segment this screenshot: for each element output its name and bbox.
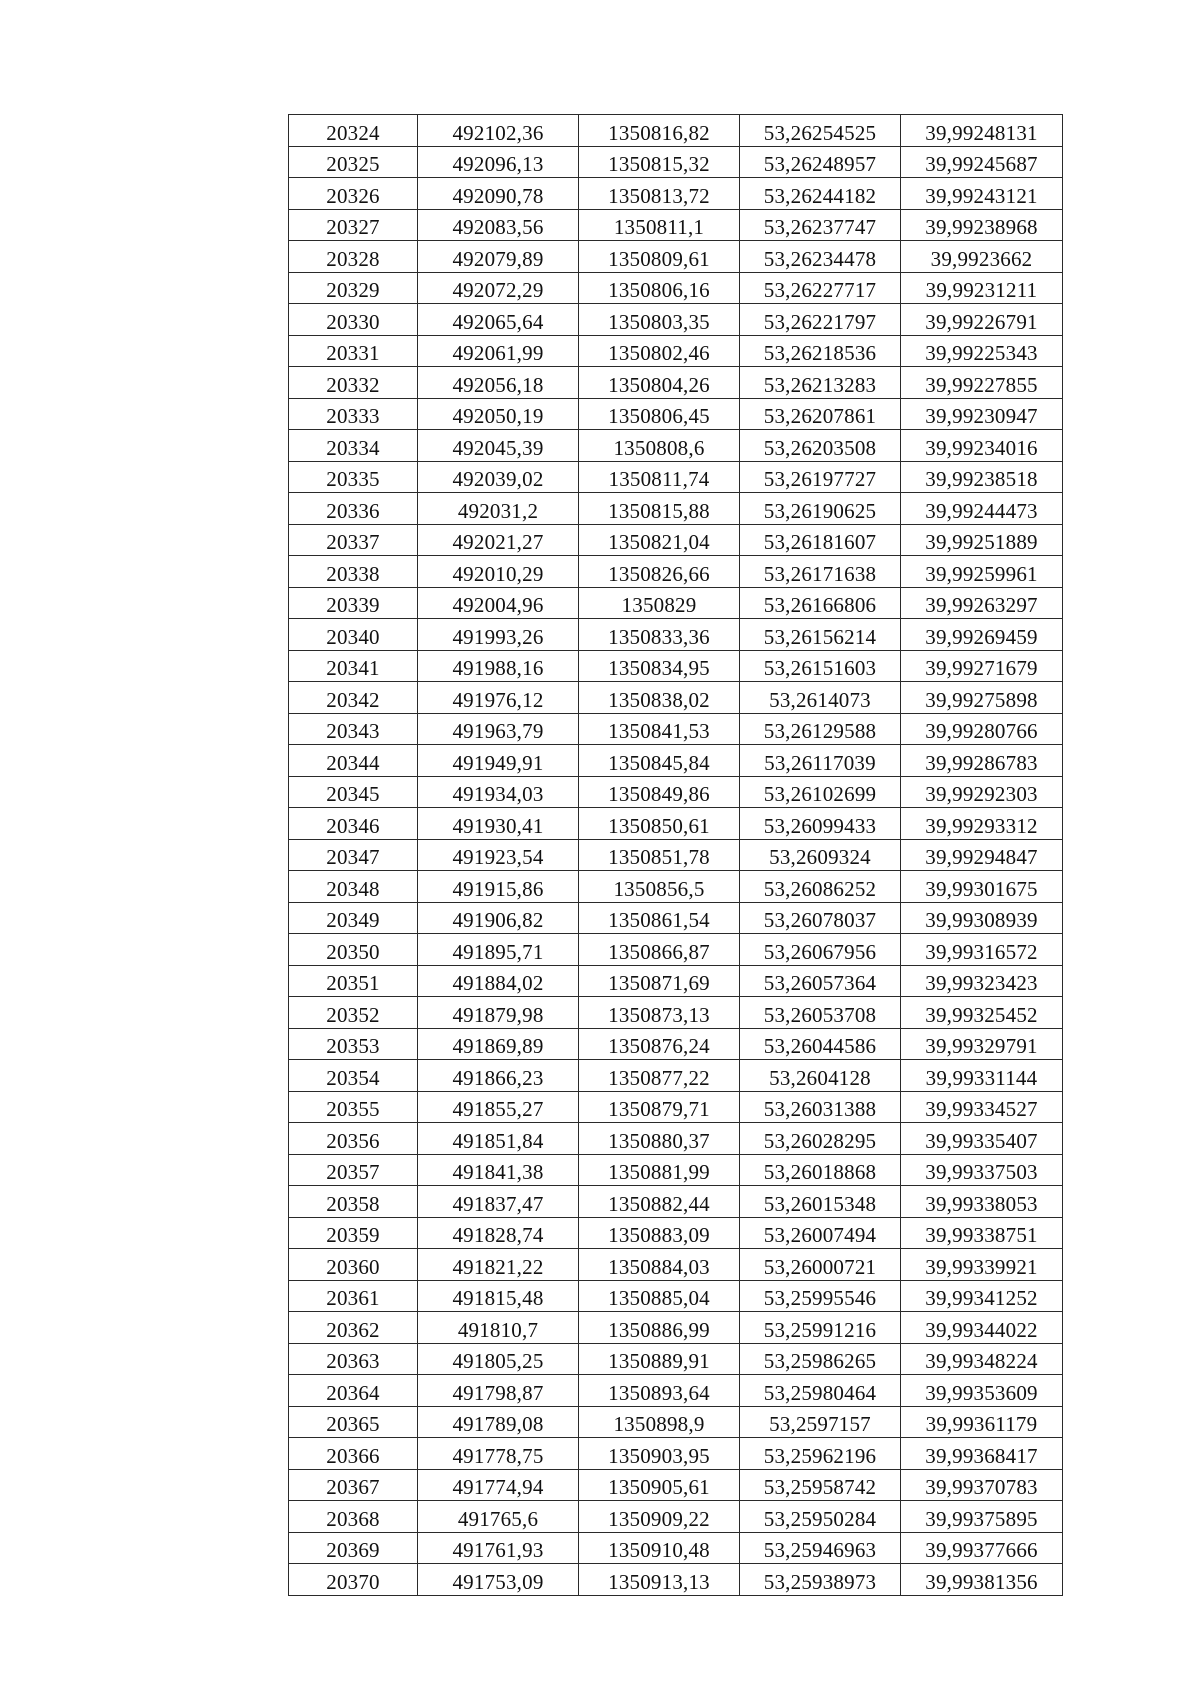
y-coordinate-cell: 1350811,74 <box>579 461 740 493</box>
longitude-cell: 39,99238968 <box>901 209 1063 241</box>
latitude-cell: 53,25991216 <box>740 1312 901 1344</box>
table-row <box>289 934 1063 966</box>
point-number-cell: 20325 <box>289 146 418 178</box>
point-number-cell: 20365 <box>289 1406 418 1438</box>
point-number-cell: 20369 <box>289 1532 418 1564</box>
latitude-cell: 53,26171638 <box>740 556 901 588</box>
point-number-cell: 20340 <box>289 619 418 651</box>
point-number-cell: 20335 <box>289 461 418 493</box>
point-number-cell: 20343 <box>289 713 418 745</box>
x-coordinate-cell: 492061,99 <box>418 335 579 367</box>
table-row <box>289 146 1063 178</box>
x-coordinate-cell: 491810,7 <box>418 1312 579 1344</box>
x-coordinate-cell: 491761,93 <box>418 1532 579 1564</box>
coordinates-table <box>288 114 1063 1596</box>
x-coordinate-cell: 491789,08 <box>418 1406 579 1438</box>
y-coordinate-cell: 1350886,99 <box>579 1312 740 1344</box>
point-number-cell: 20363 <box>289 1343 418 1375</box>
table-row <box>289 650 1063 682</box>
x-coordinate-cell: 492102,36 <box>418 115 579 147</box>
x-coordinate-cell: 491778,75 <box>418 1438 579 1470</box>
y-coordinate-cell: 1350881,99 <box>579 1154 740 1186</box>
longitude-cell: 39,99286783 <box>901 745 1063 777</box>
longitude-cell: 39,99381356 <box>901 1564 1063 1596</box>
y-coordinate-cell: 1350909,22 <box>579 1501 740 1533</box>
y-coordinate-cell: 1350851,78 <box>579 839 740 871</box>
table-row <box>289 241 1063 273</box>
y-coordinate-cell: 1350806,16 <box>579 272 740 304</box>
longitude-cell: 39,99308939 <box>901 902 1063 934</box>
latitude-cell: 53,26227717 <box>740 272 901 304</box>
longitude-cell: 39,99271679 <box>901 650 1063 682</box>
x-coordinate-cell: 491765,6 <box>418 1501 579 1533</box>
table-row <box>289 335 1063 367</box>
latitude-cell: 53,25938973 <box>740 1564 901 1596</box>
table-row <box>289 209 1063 241</box>
table-row <box>289 619 1063 651</box>
x-coordinate-cell: 491821,22 <box>418 1249 579 1281</box>
table-row <box>289 776 1063 808</box>
table-row <box>289 493 1063 525</box>
x-coordinate-cell: 492072,29 <box>418 272 579 304</box>
table-row <box>289 1154 1063 1186</box>
point-number-cell: 20337 <box>289 524 418 556</box>
x-coordinate-cell: 491841,38 <box>418 1154 579 1186</box>
y-coordinate-cell: 1350806,45 <box>579 398 740 430</box>
longitude-cell: 39,99248131 <box>901 115 1063 147</box>
table-row <box>289 304 1063 336</box>
latitude-cell: 53,26234478 <box>740 241 901 273</box>
latitude-cell: 53,26078037 <box>740 902 901 934</box>
latitude-cell: 53,26015348 <box>740 1186 901 1218</box>
y-coordinate-cell: 1350882,44 <box>579 1186 740 1218</box>
y-coordinate-cell: 1350821,04 <box>579 524 740 556</box>
table-row <box>289 1438 1063 1470</box>
longitude-cell: 39,99341252 <box>901 1280 1063 1312</box>
table-row <box>289 1217 1063 1249</box>
latitude-cell: 53,26129588 <box>740 713 901 745</box>
latitude-cell: 53,26151603 <box>740 650 901 682</box>
x-coordinate-cell: 492096,13 <box>418 146 579 178</box>
latitude-cell: 53,26000721 <box>740 1249 901 1281</box>
x-coordinate-cell: 492056,18 <box>418 367 579 399</box>
x-coordinate-cell: 491884,02 <box>418 965 579 997</box>
x-coordinate-cell: 491976,12 <box>418 682 579 714</box>
longitude-cell: 39,99269459 <box>901 619 1063 651</box>
point-number-cell: 20333 <box>289 398 418 430</box>
x-coordinate-cell: 491815,48 <box>418 1280 579 1312</box>
point-number-cell: 20366 <box>289 1438 418 1470</box>
x-coordinate-cell: 491988,16 <box>418 650 579 682</box>
longitude-cell: 39,99301675 <box>901 871 1063 903</box>
longitude-cell: 39,99263297 <box>901 587 1063 619</box>
x-coordinate-cell: 491869,89 <box>418 1028 579 1060</box>
y-coordinate-cell: 1350809,61 <box>579 241 740 273</box>
latitude-cell: 53,26207861 <box>740 398 901 430</box>
latitude-cell: 53,25962196 <box>740 1438 901 1470</box>
point-number-cell: 20348 <box>289 871 418 903</box>
point-number-cell: 20361 <box>289 1280 418 1312</box>
x-coordinate-cell: 492039,02 <box>418 461 579 493</box>
latitude-cell: 53,25958742 <box>740 1469 901 1501</box>
table-row <box>289 1406 1063 1438</box>
latitude-cell: 53,26244182 <box>740 178 901 210</box>
latitude-cell: 53,26053708 <box>740 997 901 1029</box>
latitude-cell: 53,26057364 <box>740 965 901 997</box>
x-coordinate-cell: 492065,64 <box>418 304 579 336</box>
x-coordinate-cell: 491879,98 <box>418 997 579 1029</box>
longitude-cell: 39,99234016 <box>901 430 1063 462</box>
point-number-cell: 20332 <box>289 367 418 399</box>
x-coordinate-cell: 491949,91 <box>418 745 579 777</box>
point-number-cell: 20358 <box>289 1186 418 1218</box>
y-coordinate-cell: 1350910,48 <box>579 1532 740 1564</box>
latitude-cell: 53,26254525 <box>740 115 901 147</box>
y-coordinate-cell: 1350883,09 <box>579 1217 740 1249</box>
table-row <box>289 902 1063 934</box>
table-row <box>289 430 1063 462</box>
y-coordinate-cell: 1350873,13 <box>579 997 740 1029</box>
latitude-cell: 53,26031388 <box>740 1091 901 1123</box>
latitude-cell: 53,26102699 <box>740 776 901 808</box>
latitude-cell: 53,25986265 <box>740 1343 901 1375</box>
y-coordinate-cell: 1350885,04 <box>579 1280 740 1312</box>
x-coordinate-cell: 491906,82 <box>418 902 579 934</box>
table-row <box>289 745 1063 777</box>
latitude-cell: 53,26044586 <box>740 1028 901 1060</box>
x-coordinate-cell: 491798,87 <box>418 1375 579 1407</box>
latitude-cell: 53,26237747 <box>740 209 901 241</box>
point-number-cell: 20359 <box>289 1217 418 1249</box>
longitude-cell: 39,99294847 <box>901 839 1063 871</box>
y-coordinate-cell: 1350815,88 <box>579 493 740 525</box>
longitude-cell: 39,99226791 <box>901 304 1063 336</box>
point-number-cell: 20355 <box>289 1091 418 1123</box>
longitude-cell: 39,99370783 <box>901 1469 1063 1501</box>
longitude-cell: 39,99344022 <box>901 1312 1063 1344</box>
point-number-cell: 20367 <box>289 1469 418 1501</box>
point-number-cell: 20342 <box>289 682 418 714</box>
point-number-cell: 20351 <box>289 965 418 997</box>
y-coordinate-cell: 1350879,71 <box>579 1091 740 1123</box>
point-number-cell: 20370 <box>289 1564 418 1596</box>
point-number-cell: 20339 <box>289 587 418 619</box>
point-number-cell: 20345 <box>289 776 418 808</box>
latitude-cell: 53,2604128 <box>740 1060 901 1092</box>
table-row <box>289 1280 1063 1312</box>
table-row <box>289 1375 1063 1407</box>
latitude-cell: 53,26018868 <box>740 1154 901 1186</box>
x-coordinate-cell: 491753,09 <box>418 1564 579 1596</box>
longitude-cell: 39,99368417 <box>901 1438 1063 1470</box>
y-coordinate-cell: 1350884,03 <box>579 1249 740 1281</box>
latitude-cell: 53,26221797 <box>740 304 901 336</box>
latitude-cell: 53,2614073 <box>740 682 901 714</box>
y-coordinate-cell: 1350838,02 <box>579 682 740 714</box>
x-coordinate-cell: 492021,27 <box>418 524 579 556</box>
longitude-cell: 39,99329791 <box>901 1028 1063 1060</box>
y-coordinate-cell: 1350803,35 <box>579 304 740 336</box>
longitude-cell: 39,99377666 <box>901 1532 1063 1564</box>
latitude-cell: 53,26086252 <box>740 871 901 903</box>
y-coordinate-cell: 1350815,32 <box>579 146 740 178</box>
x-coordinate-cell: 491774,94 <box>418 1469 579 1501</box>
point-number-cell: 20362 <box>289 1312 418 1344</box>
latitude-cell: 53,26067956 <box>740 934 901 966</box>
y-coordinate-cell: 1350850,61 <box>579 808 740 840</box>
y-coordinate-cell: 1350808,6 <box>579 430 740 462</box>
longitude-cell: 39,99335407 <box>901 1123 1063 1155</box>
x-coordinate-cell: 491963,79 <box>418 713 579 745</box>
table-row <box>289 1249 1063 1281</box>
table-row <box>289 1501 1063 1533</box>
longitude-cell: 39,99251889 <box>901 524 1063 556</box>
longitude-cell: 39,99275898 <box>901 682 1063 714</box>
y-coordinate-cell: 1350903,95 <box>579 1438 740 1470</box>
latitude-cell: 53,25995546 <box>740 1280 901 1312</box>
point-number-cell: 20336 <box>289 493 418 525</box>
point-number-cell: 20368 <box>289 1501 418 1533</box>
latitude-cell: 53,2597157 <box>740 1406 901 1438</box>
y-coordinate-cell: 1350811,1 <box>579 209 740 241</box>
table-row <box>289 1091 1063 1123</box>
table-row <box>289 587 1063 619</box>
point-number-cell: 20324 <box>289 115 418 147</box>
table-row <box>289 367 1063 399</box>
table-row <box>289 1028 1063 1060</box>
longitude-cell: 39,99334527 <box>901 1091 1063 1123</box>
longitude-cell: 39,99231211 <box>901 272 1063 304</box>
point-number-cell: 20328 <box>289 241 418 273</box>
point-number-cell: 20354 <box>289 1060 418 1092</box>
y-coordinate-cell: 1350849,86 <box>579 776 740 808</box>
x-coordinate-cell: 491837,47 <box>418 1186 579 1218</box>
x-coordinate-cell: 491923,54 <box>418 839 579 871</box>
table-row <box>289 1060 1063 1092</box>
y-coordinate-cell: 1350877,22 <box>579 1060 740 1092</box>
point-number-cell: 20344 <box>289 745 418 777</box>
x-coordinate-cell: 491895,71 <box>418 934 579 966</box>
x-coordinate-cell: 491930,41 <box>418 808 579 840</box>
longitude-cell: 39,99348224 <box>901 1343 1063 1375</box>
point-number-cell: 20330 <box>289 304 418 336</box>
x-coordinate-cell: 492079,89 <box>418 241 579 273</box>
point-number-cell: 20331 <box>289 335 418 367</box>
table-row <box>289 115 1063 147</box>
x-coordinate-cell: 492050,19 <box>418 398 579 430</box>
point-number-cell: 20353 <box>289 1028 418 1060</box>
x-coordinate-cell: 491993,26 <box>418 619 579 651</box>
x-coordinate-cell: 491866,23 <box>418 1060 579 1092</box>
latitude-cell: 53,26181607 <box>740 524 901 556</box>
table-row <box>289 713 1063 745</box>
table-row <box>289 1312 1063 1344</box>
y-coordinate-cell: 1350889,91 <box>579 1343 740 1375</box>
latitude-cell: 53,26007494 <box>740 1217 901 1249</box>
point-number-cell: 20349 <box>289 902 418 934</box>
point-number-cell: 20341 <box>289 650 418 682</box>
latitude-cell: 53,26028295 <box>740 1123 901 1155</box>
point-number-cell: 20350 <box>289 934 418 966</box>
longitude-cell: 39,99323423 <box>901 965 1063 997</box>
point-number-cell: 20338 <box>289 556 418 588</box>
table-row <box>289 682 1063 714</box>
y-coordinate-cell: 1350866,87 <box>579 934 740 966</box>
latitude-cell: 53,26218536 <box>740 335 901 367</box>
table-row <box>289 272 1063 304</box>
table-row <box>289 178 1063 210</box>
x-coordinate-cell: 491851,84 <box>418 1123 579 1155</box>
x-coordinate-cell: 491805,25 <box>418 1343 579 1375</box>
table-row <box>289 1186 1063 1218</box>
coordinates-table-body <box>289 115 1063 1596</box>
y-coordinate-cell: 1350816,82 <box>579 115 740 147</box>
x-coordinate-cell: 492045,39 <box>418 430 579 462</box>
y-coordinate-cell: 1350898,9 <box>579 1406 740 1438</box>
latitude-cell: 53,26203508 <box>740 430 901 462</box>
latitude-cell: 53,25950284 <box>740 1501 901 1533</box>
y-coordinate-cell: 1350829 <box>579 587 740 619</box>
point-number-cell: 20352 <box>289 997 418 1029</box>
longitude-cell: 39,99316572 <box>901 934 1063 966</box>
x-coordinate-cell: 491934,03 <box>418 776 579 808</box>
table-row <box>289 524 1063 556</box>
table-row <box>289 808 1063 840</box>
x-coordinate-cell: 491855,27 <box>418 1091 579 1123</box>
point-number-cell: 20326 <box>289 178 418 210</box>
y-coordinate-cell: 1350834,95 <box>579 650 740 682</box>
longitude-cell: 39,99238518 <box>901 461 1063 493</box>
longitude-cell: 39,99375895 <box>901 1501 1063 1533</box>
table-row <box>289 461 1063 493</box>
x-coordinate-cell: 492031,2 <box>418 493 579 525</box>
table-row <box>289 1532 1063 1564</box>
longitude-cell: 39,99338053 <box>901 1186 1063 1218</box>
table-row <box>289 871 1063 903</box>
longitude-cell: 39,99338751 <box>901 1217 1063 1249</box>
point-number-cell: 20329 <box>289 272 418 304</box>
longitude-cell: 39,99227855 <box>901 367 1063 399</box>
latitude-cell: 53,26166806 <box>740 587 901 619</box>
latitude-cell: 53,25946963 <box>740 1532 901 1564</box>
y-coordinate-cell: 1350856,5 <box>579 871 740 903</box>
longitude-cell: 39,99353609 <box>901 1375 1063 1407</box>
x-coordinate-cell: 492083,56 <box>418 209 579 241</box>
y-coordinate-cell: 1350826,66 <box>579 556 740 588</box>
longitude-cell: 39,99339921 <box>901 1249 1063 1281</box>
longitude-cell: 39,99280766 <box>901 713 1063 745</box>
point-number-cell: 20334 <box>289 430 418 462</box>
point-number-cell: 20357 <box>289 1154 418 1186</box>
longitude-cell: 39,99243121 <box>901 178 1063 210</box>
latitude-cell: 53,26099433 <box>740 808 901 840</box>
latitude-cell: 53,26190625 <box>740 493 901 525</box>
longitude-cell: 39,99244473 <box>901 493 1063 525</box>
y-coordinate-cell: 1350905,61 <box>579 1469 740 1501</box>
latitude-cell: 53,26248957 <box>740 146 901 178</box>
y-coordinate-cell: 1350871,69 <box>579 965 740 997</box>
longitude-cell: 39,9923662 <box>901 241 1063 273</box>
y-coordinate-cell: 1350804,26 <box>579 367 740 399</box>
x-coordinate-cell: 492010,29 <box>418 556 579 588</box>
latitude-cell: 53,2609324 <box>740 839 901 871</box>
table-row <box>289 965 1063 997</box>
table-row <box>289 1564 1063 1596</box>
latitude-cell: 53,25980464 <box>740 1375 901 1407</box>
point-number-cell: 20356 <box>289 1123 418 1155</box>
x-coordinate-cell: 492090,78 <box>418 178 579 210</box>
table-row <box>289 1343 1063 1375</box>
longitude-cell: 39,99331144 <box>901 1060 1063 1092</box>
latitude-cell: 53,26117039 <box>740 745 901 777</box>
y-coordinate-cell: 1350802,46 <box>579 335 740 367</box>
longitude-cell: 39,99292303 <box>901 776 1063 808</box>
y-coordinate-cell: 1350861,54 <box>579 902 740 934</box>
longitude-cell: 39,99325452 <box>901 997 1063 1029</box>
latitude-cell: 53,26213283 <box>740 367 901 399</box>
y-coordinate-cell: 1350813,72 <box>579 178 740 210</box>
table-row <box>289 398 1063 430</box>
table-row <box>289 839 1063 871</box>
longitude-cell: 39,99337503 <box>901 1154 1063 1186</box>
y-coordinate-cell: 1350913,13 <box>579 1564 740 1596</box>
longitude-cell: 39,99230947 <box>901 398 1063 430</box>
table-row <box>289 997 1063 1029</box>
point-number-cell: 20347 <box>289 839 418 871</box>
point-number-cell: 20346 <box>289 808 418 840</box>
latitude-cell: 53,26197727 <box>740 461 901 493</box>
point-number-cell: 20327 <box>289 209 418 241</box>
y-coordinate-cell: 1350841,53 <box>579 713 740 745</box>
longitude-cell: 39,99361179 <box>901 1406 1063 1438</box>
y-coordinate-cell: 1350893,64 <box>579 1375 740 1407</box>
x-coordinate-cell: 492004,96 <box>418 587 579 619</box>
x-coordinate-cell: 491828,74 <box>418 1217 579 1249</box>
longitude-cell: 39,99225343 <box>901 335 1063 367</box>
latitude-cell: 53,26156214 <box>740 619 901 651</box>
y-coordinate-cell: 1350833,36 <box>579 619 740 651</box>
point-number-cell: 20360 <box>289 1249 418 1281</box>
longitude-cell: 39,99245687 <box>901 146 1063 178</box>
table-row <box>289 1123 1063 1155</box>
y-coordinate-cell: 1350880,37 <box>579 1123 740 1155</box>
longitude-cell: 39,99259961 <box>901 556 1063 588</box>
y-coordinate-cell: 1350876,24 <box>579 1028 740 1060</box>
x-coordinate-cell: 491915,86 <box>418 871 579 903</box>
table-row <box>289 1469 1063 1501</box>
table-row <box>289 556 1063 588</box>
y-coordinate-cell: 1350845,84 <box>579 745 740 777</box>
point-number-cell: 20364 <box>289 1375 418 1407</box>
longitude-cell: 39,99293312 <box>901 808 1063 840</box>
